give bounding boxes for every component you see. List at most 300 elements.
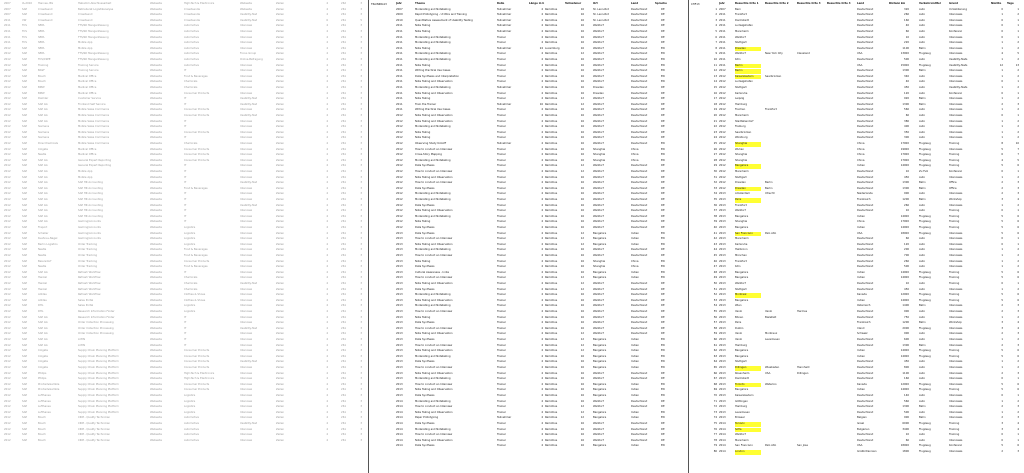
cell[interactable] bbox=[797, 41, 827, 46]
cell[interactable]: 2012 bbox=[4, 254, 11, 257]
cell[interactable] bbox=[765, 299, 795, 304]
cell[interactable]: 0 bbox=[1001, 30, 1003, 33]
cell[interactable]: 13 bbox=[1015, 63, 1019, 67]
cell[interactable] bbox=[827, 299, 855, 304]
cell[interactable]: 10 bbox=[905, 282, 909, 285]
table-row[interactable] bbox=[689, 394, 1024, 399]
cell[interactable]: Deutschland bbox=[631, 41, 648, 45]
cell[interactable]: 6 bbox=[1017, 382, 1019, 386]
cell[interactable]: Interview bbox=[240, 74, 253, 78]
cell[interactable]: Indien bbox=[631, 410, 640, 414]
cell[interactable]: 4 bbox=[541, 58, 543, 61]
cell[interactable]: How to conduct an Interview bbox=[415, 343, 453, 347]
cell[interactable]: DE bbox=[661, 433, 665, 437]
cell[interactable] bbox=[302, 120, 312, 125]
cell[interactable]: 2012 bbox=[396, 158, 403, 162]
cell[interactable]: Deutschland bbox=[857, 287, 874, 291]
cell[interactable]: 1 bbox=[1017, 18, 1019, 22]
cell[interactable]: 4 bbox=[541, 158, 543, 162]
cell[interactable] bbox=[827, 433, 855, 438]
cell[interactable]: TTS/SD Mengenfassung bbox=[78, 58, 109, 61]
cell[interactable]: 500 bbox=[904, 265, 909, 269]
cell[interactable]: 4 bbox=[541, 74, 543, 78]
cell[interactable]: Webseite bbox=[150, 338, 162, 341]
cell[interactable]: Interview bbox=[240, 332, 253, 336]
cell[interactable]: Deutschland bbox=[631, 58, 648, 61]
cell[interactable]: 0 bbox=[1001, 80, 1003, 84]
cell[interactable]: Mobile Sales Commerce bbox=[78, 142, 110, 145]
cell[interactable]: SAP bbox=[22, 315, 28, 319]
cell[interactable] bbox=[827, 97, 855, 102]
cell[interactable]: SAP AG bbox=[38, 170, 48, 173]
table-row[interactable] bbox=[689, 47, 1024, 52]
cell[interactable]: 6 bbox=[1001, 153, 1003, 157]
cell[interactable]: 4 bbox=[541, 349, 543, 353]
cell[interactable]: 2 bbox=[1017, 41, 1019, 45]
cell[interactable] bbox=[765, 164, 795, 169]
cell[interactable]: Trainer bbox=[497, 410, 506, 414]
cell[interactable]: Remotive bbox=[545, 259, 558, 263]
cell[interactable]: 261 bbox=[341, 388, 346, 392]
cell[interactable]: 16 bbox=[580, 186, 584, 190]
cell[interactable]: Trainer bbox=[497, 147, 506, 151]
cell[interactable]: DE bbox=[661, 282, 665, 285]
table-row[interactable] bbox=[689, 327, 1024, 332]
table-row[interactable] bbox=[0, 8, 368, 13]
cell[interactable]: Refresh Workflow bbox=[78, 276, 101, 280]
table-row[interactable] bbox=[369, 86, 688, 91]
cell[interactable] bbox=[765, 260, 795, 265]
cell[interactable]: 16 bbox=[580, 69, 584, 73]
cell[interactable]: Remotive bbox=[545, 231, 558, 235]
cell[interactable]: Mobile Sales Commerce bbox=[78, 108, 110, 112]
cell[interactable]: Automotive bbox=[184, 52, 200, 56]
cell[interactable]: Mannheim bbox=[735, 30, 749, 33]
cell[interactable]: 3 bbox=[360, 304, 362, 308]
cell[interactable]: Karlsruhe bbox=[735, 242, 748, 246]
cell[interactable]: 261 bbox=[341, 371, 346, 375]
cell[interactable]: 2012 bbox=[396, 136, 403, 140]
cell[interactable]: SAP AG bbox=[38, 214, 48, 218]
cell[interactable]: Teilnehmer bbox=[565, 2, 582, 5]
cell[interactable]: 2012 bbox=[4, 164, 11, 168]
cell[interactable] bbox=[797, 181, 827, 186]
cell[interactable]: 261 bbox=[341, 86, 346, 89]
cell[interactable]: Supply Chain Planning Platform bbox=[78, 382, 119, 386]
cell[interactable]: SAP bbox=[22, 158, 28, 162]
cell[interactable]: EN bbox=[661, 416, 665, 420]
cell[interactable]: 46 bbox=[713, 259, 717, 263]
cell[interactable]: 4 bbox=[541, 147, 543, 151]
cell[interactable]: Interviews bbox=[949, 332, 963, 336]
cell[interactable]: 8 bbox=[715, 46, 717, 50]
cell[interactable]: 12 bbox=[580, 242, 584, 246]
cell[interactable] bbox=[302, 19, 312, 24]
cell[interactable]: 4 bbox=[326, 2, 328, 5]
cell[interactable]: Deutschland bbox=[857, 35, 874, 39]
cell[interactable] bbox=[797, 176, 827, 181]
cell[interactable] bbox=[302, 243, 312, 248]
cell[interactable] bbox=[765, 80, 795, 85]
cell[interactable]: DE bbox=[661, 293, 665, 297]
table-row[interactable] bbox=[0, 422, 368, 427]
cell[interactable]: SAP AG bbox=[38, 198, 48, 201]
cell[interactable]: Walldorf bbox=[593, 248, 604, 252]
cell[interactable]: 2012 bbox=[4, 170, 11, 173]
cell[interactable]: Interview bbox=[240, 433, 253, 437]
cell[interactable]: Dublin bbox=[735, 326, 744, 330]
cell[interactable]: Consumer Products bbox=[184, 349, 210, 353]
cell[interactable]: 3 bbox=[360, 377, 362, 381]
cell[interactable]: Remotive bbox=[545, 422, 558, 425]
cell[interactable]: SAP bbox=[22, 422, 28, 425]
cell[interactable]: Note Taking and Observation bbox=[415, 410, 453, 414]
cell[interactable]: Deutschland bbox=[631, 181, 648, 185]
cell[interactable]: Nestle bbox=[38, 265, 47, 269]
table-row[interactable] bbox=[369, 114, 688, 119]
cell[interactable] bbox=[765, 13, 795, 18]
cell[interactable]: 350 bbox=[904, 130, 909, 134]
cell[interactable]: Data Synthesis bbox=[415, 444, 435, 448]
cell[interactable]: Webseite bbox=[150, 354, 162, 358]
cell[interactable]: SAP bbox=[22, 242, 28, 246]
cell[interactable]: Auto bbox=[919, 371, 926, 375]
cell[interactable]: 2014 bbox=[719, 427, 726, 431]
cell[interactable]: 63 bbox=[713, 354, 717, 358]
cell[interactable]: High-Tech & Electronics bbox=[184, 371, 215, 375]
cell[interactable]: Logistics bbox=[184, 242, 196, 246]
cell[interactable]: 6 bbox=[1017, 298, 1019, 302]
cell[interactable] bbox=[302, 176, 312, 181]
cell[interactable]: 16 bbox=[580, 310, 584, 313]
cell[interactable]: Webseite bbox=[150, 102, 162, 106]
cell[interactable]: 29 bbox=[713, 164, 717, 168]
cell[interactable]: 0 bbox=[1001, 438, 1003, 442]
cell[interactable]: 261 bbox=[341, 91, 346, 95]
cell[interactable]: Interviews bbox=[949, 231, 963, 235]
cell[interactable]: Gaming/Accounts bbox=[78, 226, 101, 229]
cell[interactable] bbox=[797, 64, 827, 69]
cell[interactable]: TTS/SD Mengenfassung bbox=[78, 35, 109, 39]
cell[interactable]: Zeilen bbox=[276, 164, 285, 168]
cell[interactable]: Deutschland bbox=[857, 360, 874, 364]
cell[interactable]: Trainer bbox=[497, 332, 506, 336]
cell[interactable]: DE bbox=[661, 136, 665, 140]
cell[interactable]: Interview bbox=[240, 153, 253, 157]
cell[interactable]: Logistics bbox=[184, 226, 196, 229]
cell[interactable]: Refresh Workflow bbox=[78, 270, 101, 274]
cell[interactable]: SAP bbox=[22, 46, 28, 50]
cell[interactable]: EN bbox=[661, 394, 665, 397]
cell[interactable]: Zeilen bbox=[276, 242, 285, 246]
cell[interactable]: DE bbox=[661, 24, 665, 28]
cell[interactable]: 500 bbox=[904, 410, 909, 414]
cell[interactable]: 2012 bbox=[396, 175, 403, 179]
cell[interactable]: EN bbox=[661, 360, 665, 364]
cell[interactable]: TCS bbox=[22, 41, 27, 45]
cell[interactable]: Deutschland bbox=[857, 119, 874, 123]
cell[interactable]: Teilnehmer bbox=[497, 24, 512, 28]
table-row[interactable] bbox=[0, 131, 368, 136]
cell[interactable]: 2014 bbox=[396, 438, 403, 442]
cell[interactable]: Trainer bbox=[497, 153, 506, 157]
table-row[interactable] bbox=[369, 400, 688, 405]
cell[interactable] bbox=[797, 198, 827, 203]
cell[interactable]: 1 bbox=[1001, 108, 1003, 112]
cell[interactable] bbox=[765, 176, 795, 181]
cell[interactable]: 2013 bbox=[719, 321, 726, 325]
cell[interactable]: 2013 bbox=[719, 259, 726, 263]
cell[interactable]: Zeilen bbox=[276, 321, 285, 325]
cell[interactable] bbox=[797, 243, 827, 248]
cell[interactable]: 2 bbox=[1017, 315, 1019, 319]
table-row[interactable] bbox=[689, 114, 1024, 119]
cell[interactable]: Zeilen bbox=[276, 186, 285, 190]
cell[interactable]: Webseite bbox=[150, 147, 162, 151]
cell[interactable]: 2012 bbox=[4, 175, 11, 179]
table-row[interactable] bbox=[369, 276, 688, 281]
cell[interactable]: Zeilen bbox=[276, 58, 285, 61]
cell[interactable]: Zeilen bbox=[276, 125, 285, 129]
cell[interactable]: 2012 bbox=[396, 214, 403, 218]
cell[interactable]: Walldorf bbox=[593, 69, 604, 73]
cell[interactable]: Interview bbox=[240, 192, 253, 196]
cell[interactable]: 2012 bbox=[396, 125, 403, 129]
cell[interactable]: 2012 bbox=[4, 74, 11, 78]
cell[interactable]: 4 bbox=[541, 114, 543, 117]
cell[interactable]: 2011 bbox=[4, 35, 11, 39]
cell[interactable]: DE bbox=[661, 18, 665, 22]
cell[interactable]: Zeilen bbox=[276, 119, 285, 123]
cell[interactable]: EN bbox=[661, 388, 665, 392]
cell[interactable]: Remotive bbox=[545, 24, 558, 28]
table-row[interactable] bbox=[689, 321, 1024, 326]
cell[interactable] bbox=[302, 388, 312, 393]
cell[interactable] bbox=[765, 103, 795, 108]
cell[interactable] bbox=[302, 372, 312, 377]
cell[interactable]: SAP bbox=[22, 69, 28, 73]
cell[interactable]: 261 bbox=[341, 186, 346, 190]
cell[interactable]: EN bbox=[661, 338, 665, 341]
cell[interactable]: Indien bbox=[631, 349, 640, 353]
cell[interactable]: Zeilen bbox=[276, 41, 285, 45]
cell[interactable]: Cultural Awareness - India bbox=[415, 270, 449, 274]
cell[interactable]: 1400 bbox=[902, 304, 909, 308]
cell[interactable]: Zeilen bbox=[276, 270, 285, 274]
cell[interactable] bbox=[827, 271, 855, 276]
cell[interactable]: 16 bbox=[580, 438, 584, 442]
cell[interactable]: Deutschland bbox=[857, 46, 874, 50]
table-row[interactable] bbox=[0, 299, 368, 304]
cell[interactable]: Indien bbox=[857, 270, 866, 274]
cell[interactable]: 2014 bbox=[396, 427, 403, 431]
cell[interactable]: EN bbox=[661, 80, 665, 84]
cell[interactable]: Interviews bbox=[949, 18, 963, 22]
cell[interactable]: 2012 bbox=[4, 119, 11, 123]
cell[interactable] bbox=[765, 220, 795, 225]
cell[interactable] bbox=[302, 321, 312, 326]
cell[interactable]: Moderating and Notetaking bbox=[415, 192, 451, 196]
cell[interactable]: 2013 bbox=[719, 354, 726, 358]
cell[interactable]: IT bbox=[184, 119, 187, 123]
cell[interactable]: 2014 bbox=[719, 450, 726, 453]
cell[interactable]: Remotive bbox=[545, 366, 558, 369]
cell[interactable]: San Francisco bbox=[735, 444, 753, 448]
cell[interactable]: 10 bbox=[1015, 142, 1019, 145]
cell[interactable]: Interview bbox=[240, 276, 253, 280]
table-row[interactable] bbox=[689, 209, 1024, 214]
cell[interactable]: Webseite bbox=[150, 270, 162, 274]
cell[interactable]: Supply Chain Planning Platform bbox=[78, 388, 119, 392]
cell[interactable]: Mobile Sales Commerce bbox=[78, 114, 110, 117]
cell[interactable]: Webseite bbox=[150, 69, 162, 73]
cell[interactable]: 2 bbox=[1017, 13, 1019, 17]
cell[interactable]: 78 bbox=[713, 438, 717, 442]
table-row[interactable] bbox=[0, 69, 368, 74]
cell[interactable]: 18000 bbox=[900, 231, 909, 235]
cell[interactable]: 20 bbox=[713, 114, 717, 117]
cell[interactable]: Interviews bbox=[949, 97, 963, 101]
cell[interactable]: Brüssel bbox=[735, 416, 745, 420]
table-row[interactable] bbox=[0, 411, 368, 416]
cell[interactable]: 2012 bbox=[4, 102, 11, 106]
cell[interactable]: 17 bbox=[713, 97, 717, 101]
cell[interactable]: Flugzeug bbox=[919, 270, 931, 274]
cell[interactable]: 2013 bbox=[719, 203, 726, 207]
cell[interactable] bbox=[765, 422, 795, 427]
cell[interactable]: 4 bbox=[326, 158, 328, 162]
cell[interactable]: 2012 bbox=[4, 158, 11, 162]
cell[interactable]: Interview bbox=[240, 371, 253, 375]
cell[interactable]: Amsterdam bbox=[735, 192, 751, 196]
cell[interactable]: Bahn bbox=[919, 102, 926, 106]
cell[interactable]: Usability-Tests bbox=[949, 86, 968, 89]
cell[interactable]: Interview bbox=[240, 416, 253, 420]
cell[interactable]: 2013 bbox=[396, 315, 403, 319]
cell[interactable]: 6 bbox=[1017, 270, 1019, 274]
cell[interactable]: DE bbox=[661, 86, 665, 89]
cell[interactable]: 16 bbox=[580, 394, 584, 397]
cell[interactable]: Webseite bbox=[150, 405, 162, 409]
cell[interactable]: SAP bbox=[22, 108, 28, 112]
cell[interactable]: EN bbox=[661, 265, 665, 269]
cell[interactable]: Training bbox=[949, 388, 960, 392]
cell[interactable] bbox=[827, 388, 855, 393]
cell[interactable]: 5 bbox=[1017, 158, 1019, 162]
cell[interactable] bbox=[827, 293, 855, 298]
cell[interactable]: SAP bbox=[22, 198, 28, 201]
cell[interactable]: 4 bbox=[541, 214, 543, 218]
cell[interactable]: Auto bbox=[919, 130, 926, 134]
cell[interactable]: 2012 bbox=[4, 186, 11, 190]
cell[interactable]: Automotive bbox=[184, 24, 200, 28]
cell[interactable]: Cleveland bbox=[797, 52, 810, 56]
cell[interactable]: Walldorf bbox=[593, 203, 604, 207]
cell[interactable]: 2012 bbox=[719, 119, 726, 123]
cell[interactable]: 3400 bbox=[902, 427, 909, 431]
cell[interactable]: Automotive bbox=[184, 438, 200, 442]
table-row[interactable] bbox=[369, 265, 688, 270]
cell[interactable] bbox=[797, 383, 827, 388]
cell[interactable]: Leipzig bbox=[735, 97, 745, 101]
cell[interactable]: 2012 bbox=[4, 399, 11, 403]
cell[interactable]: Trainer bbox=[497, 80, 506, 84]
cell[interactable]: 2012 bbox=[4, 181, 11, 185]
cell[interactable]: Zeilen bbox=[276, 136, 285, 140]
cell[interactable]: 15000 bbox=[900, 63, 909, 67]
cell[interactable]: Moderating and Notetaking bbox=[415, 41, 451, 45]
cell[interactable]: Walldorf bbox=[593, 97, 604, 101]
cell[interactable]: Webseite bbox=[150, 366, 162, 369]
cell[interactable]: Philips bbox=[38, 371, 47, 375]
cell[interactable]: Logistics bbox=[184, 310, 196, 313]
cell[interactable] bbox=[302, 276, 312, 281]
cell[interactable]: Bangalore bbox=[593, 360, 607, 364]
cell[interactable]: Zeilen bbox=[276, 13, 285, 17]
cell[interactable]: Fraport bbox=[38, 226, 48, 229]
cell[interactable]: 261 bbox=[341, 282, 346, 285]
table-row[interactable] bbox=[0, 439, 368, 444]
table-row[interactable] bbox=[0, 226, 368, 231]
cell[interactable]: DE bbox=[661, 186, 665, 190]
table-row[interactable] bbox=[689, 58, 1024, 63]
cell[interactable]: Göttingen bbox=[735, 399, 748, 403]
cell[interactable]: Schweiz bbox=[857, 332, 868, 336]
cell[interactable]: 2011 bbox=[396, 91, 403, 95]
cell[interactable]: Remotive bbox=[545, 416, 558, 420]
cell[interactable]: 0 bbox=[1001, 91, 1003, 95]
cell[interactable]: Consumer Products bbox=[184, 108, 210, 112]
cell[interactable]: Leverkusen bbox=[735, 410, 750, 414]
cell[interactable]: Indien bbox=[631, 382, 640, 386]
cell[interactable]: 4 bbox=[541, 18, 543, 22]
cell[interactable]: SAP bbox=[22, 254, 28, 257]
cell[interactable] bbox=[797, 411, 827, 416]
cell[interactable]: 2011 bbox=[396, 97, 403, 101]
table-row[interactable] bbox=[689, 260, 1024, 265]
cell[interactable]: Data Synthesis bbox=[415, 422, 435, 425]
cell[interactable]: Montreal bbox=[735, 293, 761, 298]
cell[interactable]: Walldorf bbox=[593, 142, 604, 145]
cell[interactable]: Remotive bbox=[545, 130, 558, 134]
table-row[interactable] bbox=[689, 64, 1024, 69]
cell[interactable]: 38 bbox=[713, 214, 717, 218]
cell[interactable]: BMW bbox=[38, 86, 45, 89]
cell[interactable]: DE bbox=[661, 7, 665, 11]
table-row[interactable] bbox=[689, 299, 1024, 304]
cell[interactable]: SAP HR Accounting bbox=[78, 181, 103, 185]
cell[interactable]: Venlo bbox=[735, 310, 743, 313]
cell[interactable]: Distanz km bbox=[889, 2, 906, 5]
cell[interactable]: SAP bbox=[22, 410, 28, 414]
cell[interactable]: Zeilen bbox=[276, 416, 285, 420]
cell[interactable] bbox=[797, 327, 827, 332]
cell[interactable]: Shanghai bbox=[735, 158, 748, 162]
cell[interactable]: Order Tracking bbox=[78, 242, 97, 246]
cell[interactable]: Order Collection Processing bbox=[78, 326, 114, 330]
cell[interactable]: 3 bbox=[1001, 198, 1003, 201]
cell[interactable]: Colgate bbox=[38, 349, 48, 353]
cell[interactable]: Deutschland bbox=[631, 119, 648, 123]
table-row[interactable] bbox=[0, 282, 368, 287]
cell[interactable]: DE bbox=[661, 399, 665, 403]
cell[interactable]: DE bbox=[661, 119, 665, 123]
cell[interactable]: 3 bbox=[360, 416, 362, 420]
cell[interactable]: China bbox=[631, 259, 639, 263]
cell[interactable]: Deutschland bbox=[857, 248, 874, 252]
cell[interactable]: 2 bbox=[1017, 360, 1019, 364]
cell[interactable]: 750 bbox=[904, 315, 909, 319]
